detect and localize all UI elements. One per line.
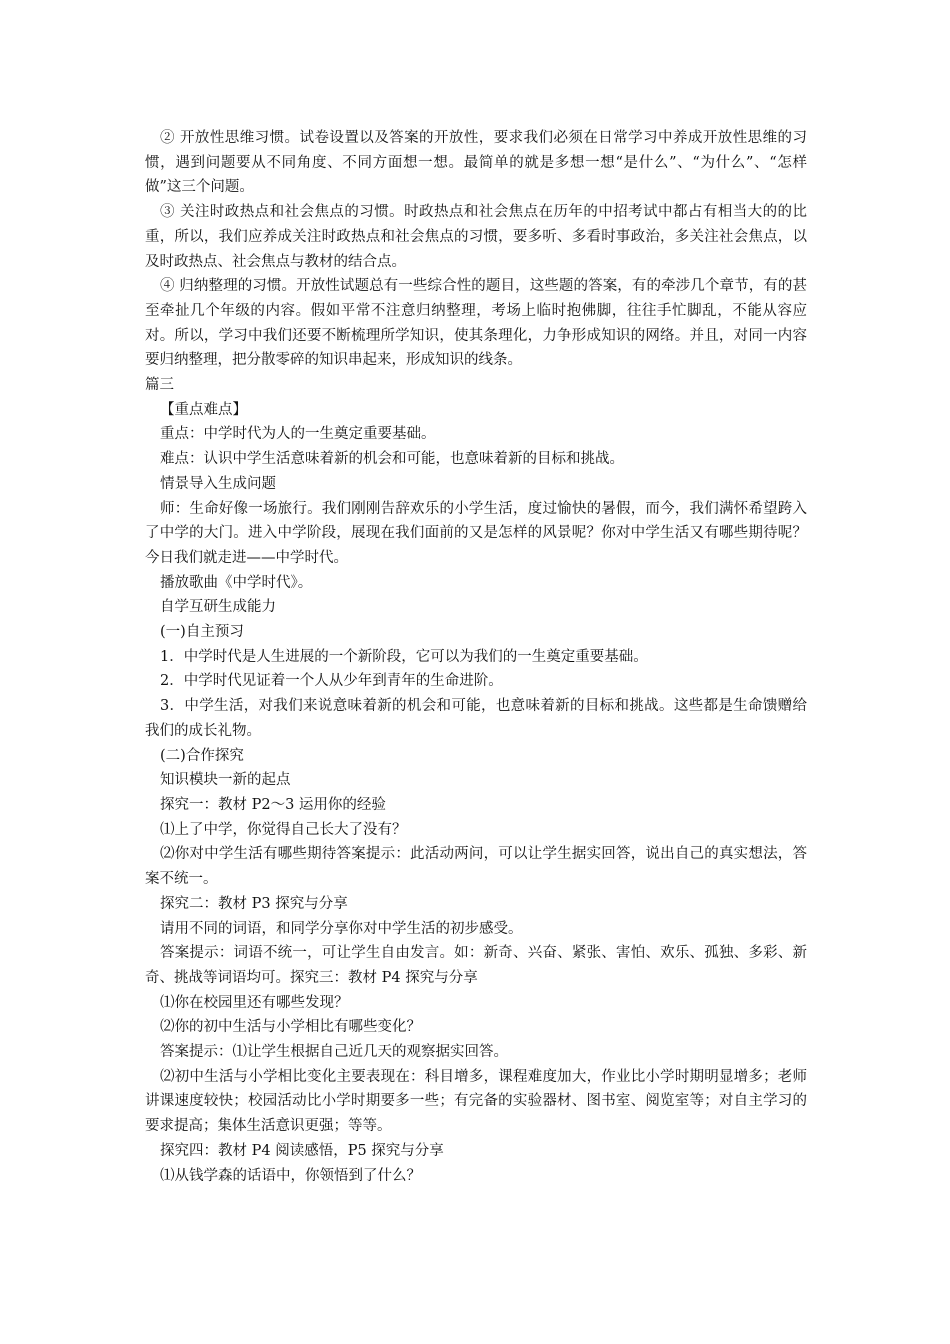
question-qian-xuesen: ⑴从钱学森的话语中，你领悟到了什么？ (160, 1167, 421, 1184)
list-item-1: 1．中学时代是人生进展的一个新阶段，它可以为我们的一生奠定重要基础。 (160, 648, 648, 665)
list-item-2: 2．中学时代见证着一个人从少年到青年的生命进阶。 (160, 673, 503, 690)
question-changes: ⑵你的初中生活与小学相比有哪些变化？ (160, 1019, 421, 1036)
paragraph-difficult-point: 难点：认识中学生活意味着新的机会和可能，也意味着新的目标和挑战。 (160, 451, 624, 468)
heading-cooperative-inquiry: (二)合作探究 (160, 747, 244, 764)
list-item-3: 3．中学生活，对我们来说意味着新的机会和可能，也意味着新的目标和挑战。这些都是生命馈赠给我们的成长礼物。 (145, 698, 807, 739)
document-body (145, 126, 807, 1188)
paragraph-current-affairs: ③ 关注时政热点和社会焦点的习惯。时政热点和社会焦点在历年的中招考试中都占有相当大的的比重，所以，我们应养成关注时政热点和社会焦点的习惯，要多听、多看时事政治，多关注社会焦点，以及时政热点、社会焦点与教材的结合点。 (145, 204, 807, 270)
heading-self-study: 自学互研生成能力 (160, 599, 276, 616)
paragraph-answer-hint-observe: 答案提示：⑴让学生根据自己近几天的观察据实回答。 (160, 1044, 508, 1061)
paragraph-open-thinking: ② 开放性思维习惯。试卷设置以及答案的开放性，要求我们必须在日常学习中养成开放性思维的习惯，遇到问题要从不同角度、不同方面想一想。最简单的就是多想一想“是什么”、“为什么”、“怎样做”这三个问题。 (145, 130, 807, 196)
paragraph-changes-detail: ⑵初中生活与小学相比变化主要表现在：科目增多，课程难度加大，作业比小学时期明显增多；老师讲课速度较快；校园活动比小学时期要多一些；有完备的实验器材、图书室、阅览室等；对自主学习的要求提高；集体生活意识更强；等等。 (145, 1068, 807, 1135)
heading-key-points: 【重点难点】 (160, 401, 247, 418)
paragraph-share-feelings: 请用不同的词语，和同学分享你对中学生活的初步感受。 (160, 920, 523, 937)
paragraph-teacher-intro: 师：生命好像一场旅行。我们刚刚告辞欢乐的小学生活，度过愉快的暑假，而今，我们满怀希望跨入了中学的大门。进入中学阶段，展现在我们面前的又是怎样的风景呢？你对中学生活又有哪些期待呢？今日我们就走进——中学时代。 (145, 500, 807, 566)
section-heading-part-three: 篇三 (145, 377, 174, 394)
question-grown-up: ⑴上了中学，你觉得自己长大了没有？ (160, 821, 407, 838)
paragraph-inquiry-two: 探究二：教材 P3 探究与分享 (160, 895, 348, 912)
question-expectations: ⑵你对中学生活有哪些期待答案提示：此活动两问，可以让学生据实回答，说出自己的真实想法，答案不统一。 (145, 846, 807, 888)
paragraph-summarize-habit: ④ 归纳整理的习惯。开放性试题总有一些综合性的题目，这些题的答案，有的牵涉几个章节，有的甚至牵扯几个年级的内容。假如平常不注意归纳整理，考场上临时抱佛脚，往往手忙脚乱，不能从容应对。所以，学习中我们还要不断梳理所学知识，使其条理化，力争形成知识的网络。并且，对同一内容要归纳整理，把分散零碎的知识串起来，形成知识的线条。 (145, 278, 807, 369)
paragraph-key-point: 重点：中学时代为人的一生奠定重要基础。 (160, 426, 436, 443)
paragraph-inquiry-four: 探究四：教材 P4 阅读感悟，P5 探究与分享 (160, 1142, 444, 1159)
heading-self-preview: (一)自主预习 (160, 624, 244, 641)
question-campus-findings: ⑴你在校园里还有哪些发现？ (160, 994, 349, 1011)
paragraph-inquiry-one: 探究一：教材 P2～3 运用你的经验 (160, 796, 386, 813)
paragraph-answer-hint-words: 答案提示：词语不统一，可让学生自由发言。如：新奇、兴奋、紧张、害怕、欢乐、孤独、多彩、新奇、挑战等词语均可。探究三：教材 P4 探究与分享 (145, 945, 807, 986)
heading-module-one: 知识模块一新的起点 (160, 772, 291, 789)
heading-scenario-intro: 情景导入生成问题 (160, 475, 276, 492)
paragraph-play-song: 播放歌曲《中学时代》。 (160, 574, 313, 591)
